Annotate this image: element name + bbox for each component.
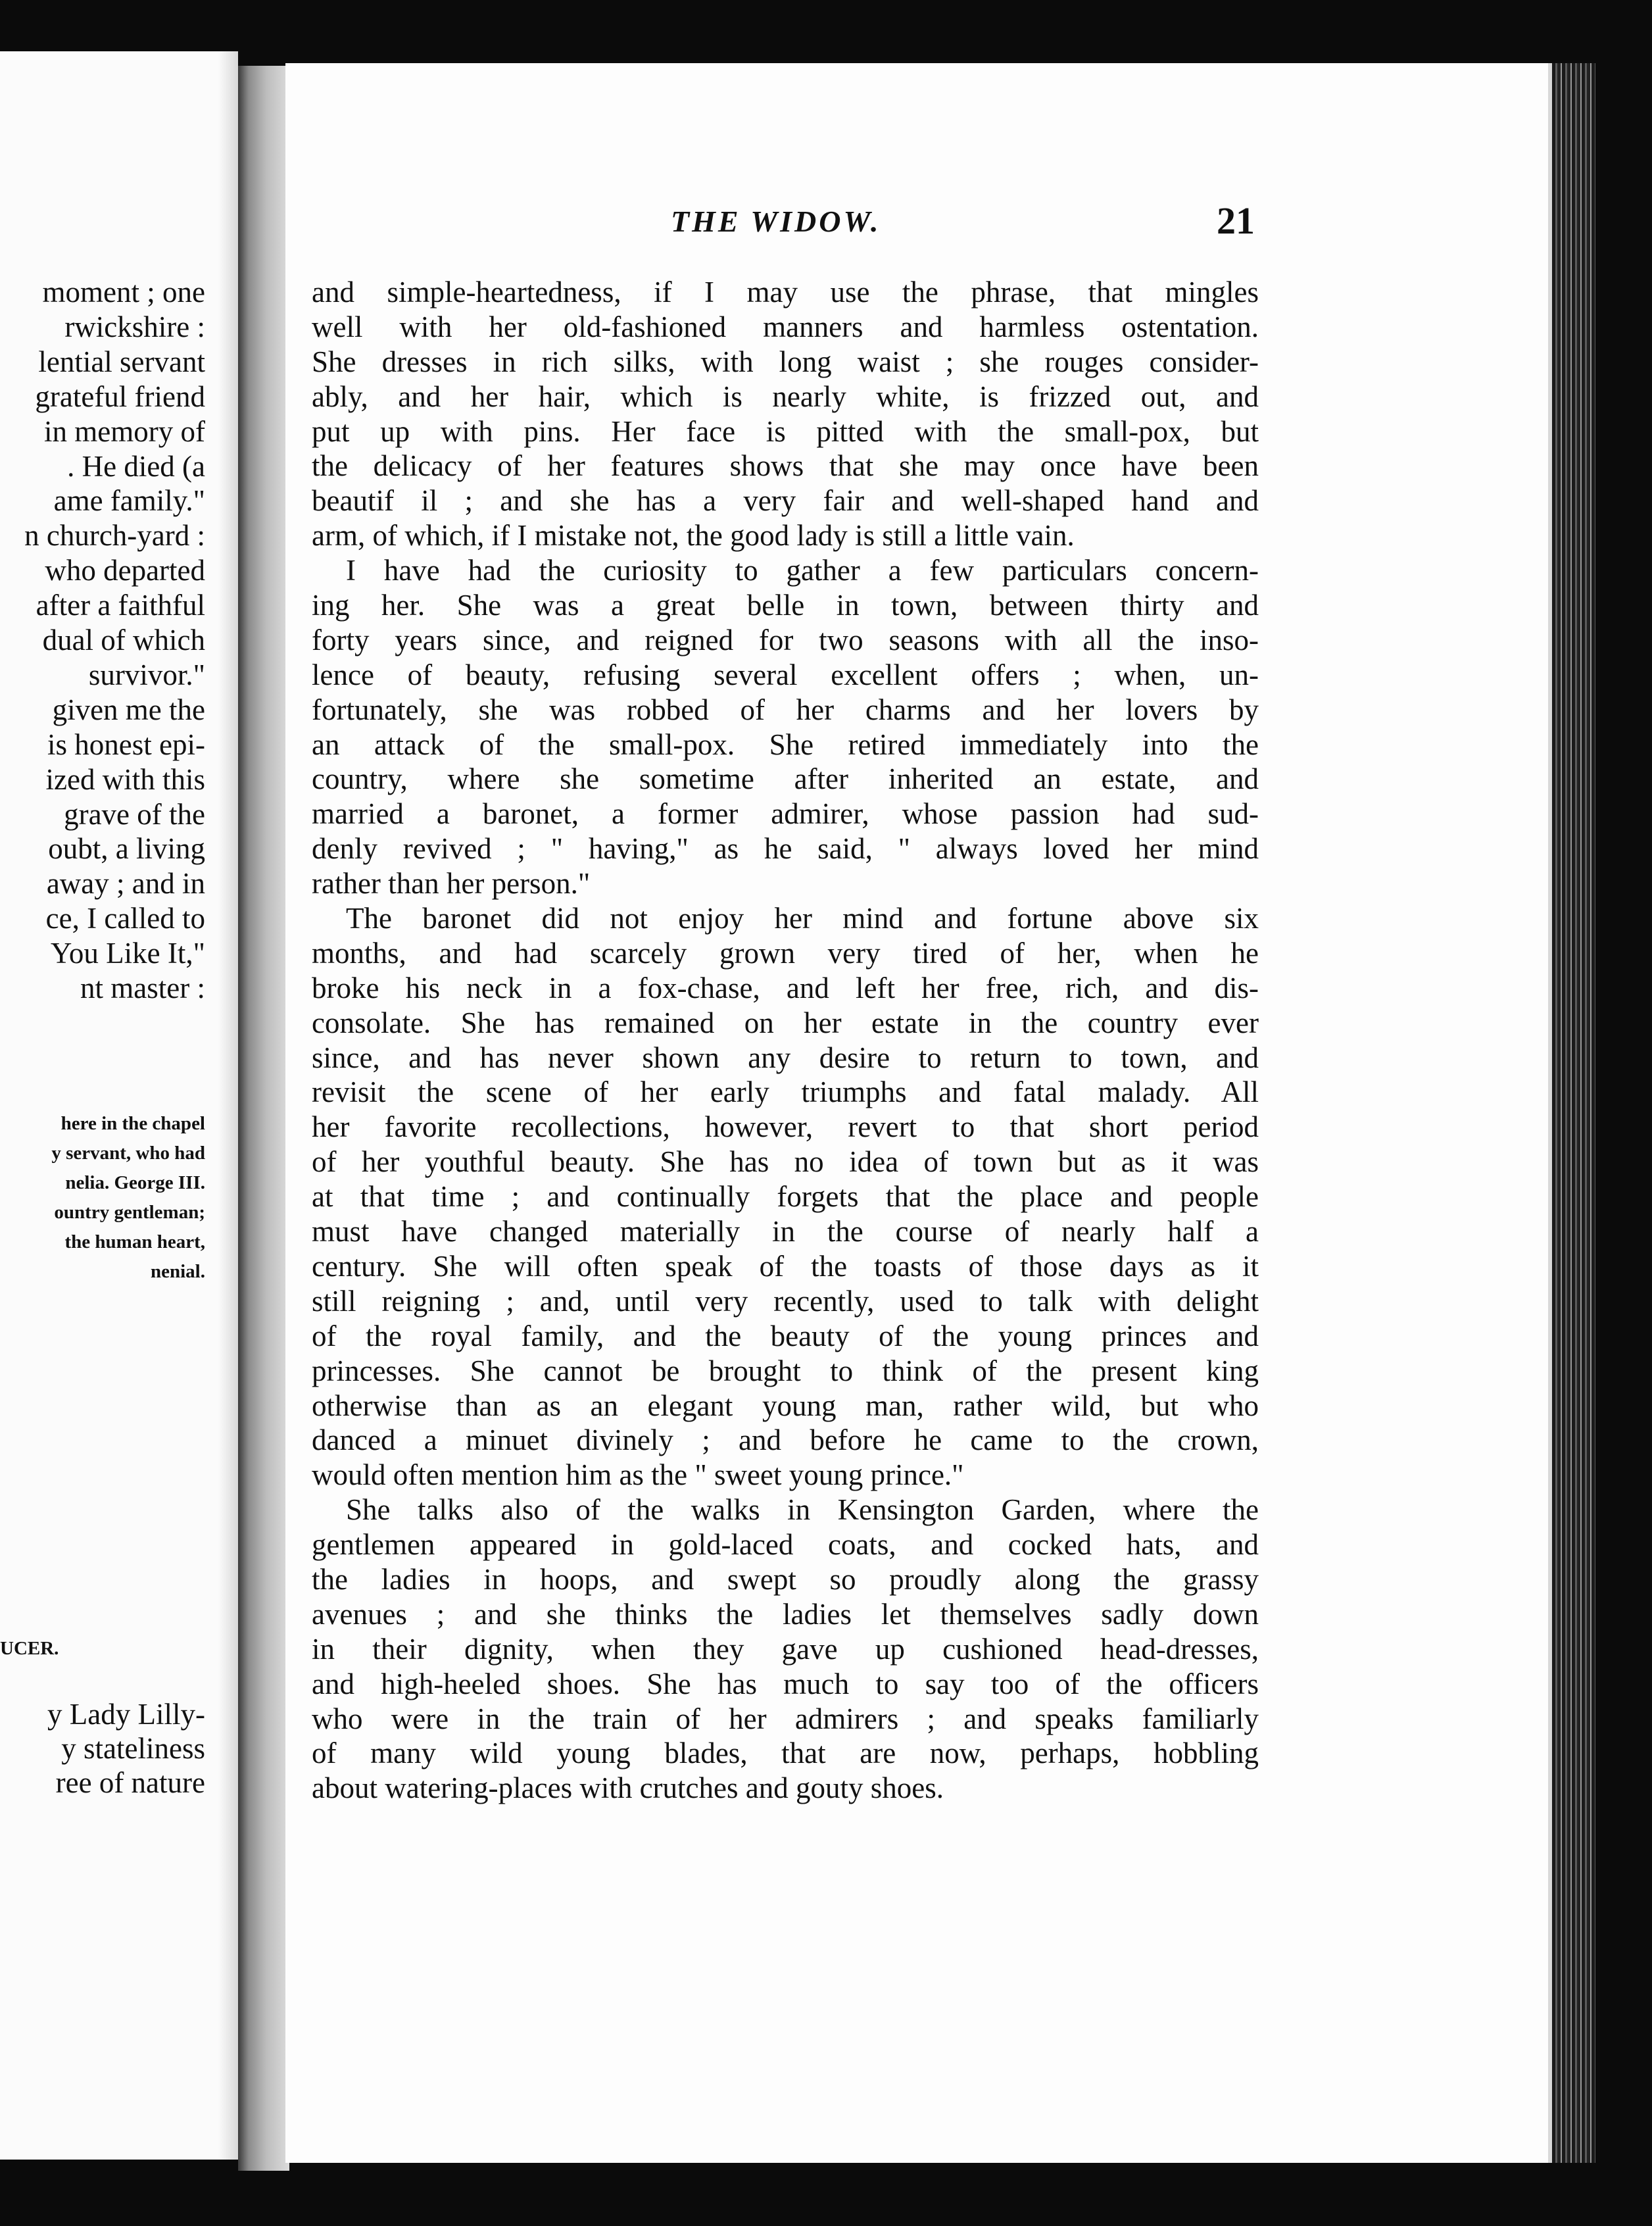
previous-page-footnote: nelia. George III. — [65, 1172, 205, 1193]
previous-page-line: oubt, a living — [48, 832, 205, 866]
previous-page-line: . He died (a — [67, 449, 205, 483]
text-line: ably, and her hair, which is nearly white, is frizzed out, and — [312, 380, 1259, 413]
text-line: still reigning ; and, until very recently, used to talk with delight — [312, 1284, 1259, 1318]
text-line: in their dignity, when they gave up cushioned head-dresses, — [312, 1632, 1259, 1666]
previous-page-line: n church-yard : — [24, 519, 205, 553]
previous-page-footnote: the human heart, — [64, 1231, 205, 1252]
text-line: forty years since, and reigned for two seasons with all the inso- — [312, 623, 1259, 656]
text-line: beautif il ; and she has a very fair and well-shaped hand and — [312, 484, 1259, 518]
text-line: I have had the curiosity to gather a few particulars concern- — [346, 554, 1259, 587]
previous-page-line: ree of nature — [55, 1766, 205, 1799]
text-line: gentlemen appeared in gold-laced coats, and cocked hats, and — [312, 1528, 1259, 1562]
previous-page-line: who departed — [45, 554, 205, 587]
text-line: danced a minuet divinely ; and before he came to the crown, — [312, 1423, 1259, 1457]
text-line: otherwise than as an elegant young man, rather wild, but who — [312, 1389, 1259, 1422]
page-number: 21 — [1217, 199, 1255, 242]
previous-page-line: y stateliness — [61, 1732, 205, 1765]
text-line: broke his neck in a fox-chase, and left her free, rich, and dis- — [312, 971, 1259, 1004]
text-line: who were in the train of her admirers ; and speaks familiarly — [312, 1702, 1259, 1735]
text-line: revisit the scene of her early triumphs and fatal malady. All — [312, 1076, 1259, 1109]
previous-page-line: lential servant — [38, 345, 205, 378]
previous-page-footnote: here in the chapel — [61, 1113, 205, 1134]
text-line: and simple-heartedness, if I may use the phrase, that mingles — [312, 276, 1259, 309]
previous-page-line: after a faithful — [36, 589, 205, 622]
text-line: of many wild young blades, that are now, perhaps, hobbling — [312, 1737, 1259, 1770]
previous-page-line: rwickshire : — [64, 310, 205, 343]
text-line: She dresses in rich silks, with long waist ; she rouges consider- — [312, 345, 1259, 378]
running-head: THE WIDOW. — [671, 205, 881, 238]
previous-page-line: ized with this — [45, 762, 205, 796]
text-line: arm, of which, if I mistake not, the good lady is still a little vain. — [312, 519, 1075, 553]
previous-page-line: nt master : — [80, 972, 205, 1004]
text-line: the ladies in hoops, and swept so proudly along the grassy — [312, 1562, 1259, 1596]
text-line: ing her. She was a great belle in town, between thirty and — [312, 589, 1259, 622]
text-line: of her youthful beauty. She has no idea of town but as it was — [312, 1145, 1259, 1179]
previous-page-line: ce, I called to — [45, 902, 205, 935]
left-page-gutter — [218, 51, 238, 2160]
text-line: the delicacy of her features shows that she may once have been — [312, 449, 1259, 483]
text-line: put up with pins. Her face is pitted with the small-pox, but — [312, 414, 1259, 448]
text-line: country, where she sometime after inherited an estate, and — [312, 762, 1259, 796]
text-line: denly revived ; " having," as he said, " always loved her mind — [312, 832, 1259, 866]
previous-page-footnote: ountry gentleman; — [54, 1202, 205, 1223]
text-line: fortunately, she was robbed of her charms and her lovers by — [312, 693, 1259, 726]
text-line: of the royal family, and the beauty of the young princes and — [312, 1319, 1259, 1352]
text-line: an attack of the small-pox. She retired immediately into the — [312, 728, 1259, 761]
text-line: She talks also of the walks in Kensington Garden, where the — [346, 1493, 1259, 1527]
text-line: well with her old-fashioned manners and harmless ostentation. — [312, 310, 1259, 343]
previous-page-line: dual of which — [42, 624, 205, 656]
text-line: rather than her person." — [312, 867, 591, 901]
text-line: must have changed materially in the course of nearly half a — [312, 1215, 1259, 1249]
previous-page-line: You Like It," — [50, 937, 205, 970]
text-line: The baronet did not enjoy her mind and fortune above six — [346, 902, 1259, 935]
previous-page — [0, 51, 238, 2160]
previous-page-line: ame family." — [53, 484, 205, 518]
text-line: lence of beauty, refusing several excellent offers ; when, un- — [312, 658, 1259, 691]
previous-page-line: y Lady Lilly- — [47, 1698, 205, 1731]
text-line: century. She will often speak of the toasts of those days as it — [312, 1249, 1259, 1283]
text-line: avenues ; and she thinks the ladies let themselves sadly down — [312, 1597, 1259, 1631]
page-edges — [1552, 63, 1595, 2163]
text-line: would often mention him as the " sweet young prince." — [312, 1458, 964, 1492]
text-line: her favorite recollections, however, revert to that short period — [312, 1110, 1259, 1144]
text-line: and high-heeled shoes. She has much to say too of the officers — [312, 1667, 1259, 1700]
text-line: at that time ; and continually forgets that the place and people — [312, 1180, 1259, 1214]
previous-page-line: is honest epi- — [47, 728, 205, 761]
previous-page-line: away ; and in — [46, 867, 205, 901]
previous-page-line: survivor." — [88, 658, 205, 691]
previous-page-footnote: nenial. — [151, 1261, 205, 1282]
previous-page-footnote: y servant, who had — [51, 1143, 205, 1164]
previous-page-line: given me the — [52, 693, 205, 726]
previous-page-line: in memory of — [44, 414, 205, 448]
text-line: months, and had scarcely grown very tired of her, when he — [312, 936, 1259, 970]
previous-page-line: grateful friend — [35, 380, 205, 413]
text-line: married a baronet, a former admirer, whose passion had sud- — [312, 797, 1259, 831]
text-line: since, and has never shown any desire to return to town, and — [312, 1041, 1259, 1074]
text-line: princesses. She cannot be brought to think of the present king — [312, 1354, 1259, 1387]
text-line: consolate. She has remained on her estate in the country ever — [312, 1006, 1259, 1039]
book-spine-shadow — [238, 66, 289, 2171]
previous-page-line: moment ; one — [42, 276, 205, 309]
text-line: about watering-places with crutches and gouty shoes. — [312, 1771, 944, 1805]
previous-page-heading: UCER. — [0, 1638, 59, 1659]
body-text — [312, 275, 1259, 1806]
previous-page-line: grave of the — [64, 797, 205, 831]
